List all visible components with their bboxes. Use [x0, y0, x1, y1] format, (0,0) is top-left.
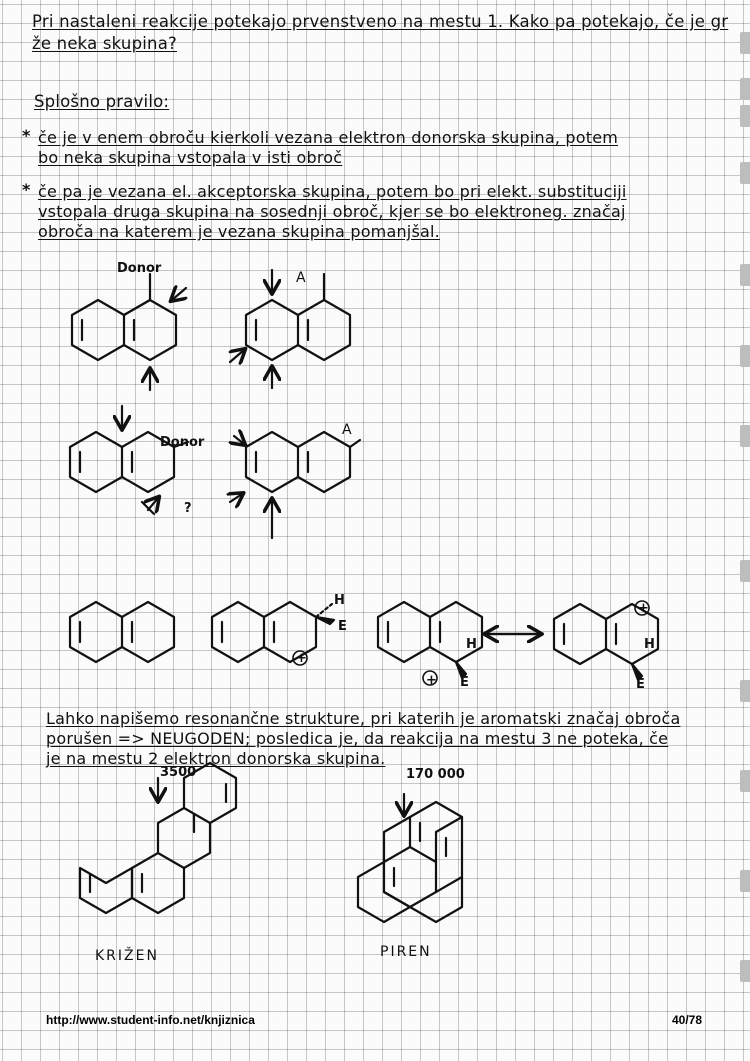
- sigma-complex-1: [212, 602, 334, 665]
- label-acceptor-2: A: [342, 422, 352, 438]
- label-e-1: E: [338, 619, 347, 634]
- bullet2-line-c: obroča na katerem je vezana skupina pomanjšal.: [38, 222, 440, 241]
- pyrene-structure: [358, 794, 462, 922]
- intro-line-2: že neka skupina?: [32, 34, 177, 53]
- para-line-b: porušen => NEUGODEN; posledica je, da reakcija na mestu 3 ne poteka, če: [46, 729, 669, 748]
- bullet2-line-a: če pa je vezana el. akceptorska skupina, potem bo pri elekt. substituciji: [38, 182, 627, 201]
- bullet-star-1: *: [22, 126, 31, 145]
- label-chrysene: KRIŽEN: [95, 948, 159, 964]
- label-h-1: H: [334, 593, 345, 608]
- bullet-star-2: *: [22, 180, 31, 199]
- page-number: 40/78: [672, 1013, 703, 1027]
- label-donor-1: Donor: [117, 261, 162, 276]
- naphthalene-donor-1: [72, 274, 186, 390]
- label-plus-3: +: [638, 601, 649, 616]
- label-rate-pyrene: 170 000: [406, 767, 465, 782]
- bullet1-line-b: bo neka skupina vstopala v isti obroč: [38, 148, 343, 167]
- footer-url[interactable]: http://www.student-info.net/knjiznica: [46, 1013, 255, 1027]
- bullet1-line-a: če je v enem obroču kierkoli vezana elektron donorska skupina, potem: [38, 128, 619, 147]
- para-line-a: Lahko napišemo resonančne strukture, pri katerih je aromatski značaj obroča: [46, 709, 681, 728]
- label-h-3: H: [644, 637, 655, 652]
- chrysene-structure: [80, 763, 236, 913]
- label-question: ?: [184, 501, 192, 516]
- label-h-2: H: [466, 637, 477, 652]
- naphthalene-plain: [70, 602, 174, 662]
- rule-heading: Splošno pravilo:: [34, 92, 170, 111]
- label-e-2: E: [460, 675, 469, 690]
- label-donor-2: Donor: [160, 435, 205, 450]
- bullet2-line-b: vstopala druga skupina na sosednji obroč, kjer se bo elektroneg. značaj: [38, 202, 626, 221]
- label-e-3: E: [636, 677, 645, 692]
- naphthalene-acceptor-1: [230, 270, 350, 388]
- para-line-c: je na mestu 2 elektron donorska skupina.: [46, 749, 386, 768]
- label-rate-chrysene: 3500: [160, 765, 197, 780]
- naphthalene-acceptor-2: [230, 432, 360, 538]
- label-pyrene: PIREN: [380, 944, 432, 960]
- label-acceptor-1: A: [296, 270, 306, 286]
- label-plus-1: +: [296, 651, 307, 666]
- naphthalene-donor-2: [70, 406, 188, 514]
- intro-line-1: Pri nastaleni reakcije potekajo prvenstveno na mestu 1. Kako pa potekajo, če je gr: [32, 12, 729, 31]
- label-plus-2: +: [426, 673, 437, 688]
